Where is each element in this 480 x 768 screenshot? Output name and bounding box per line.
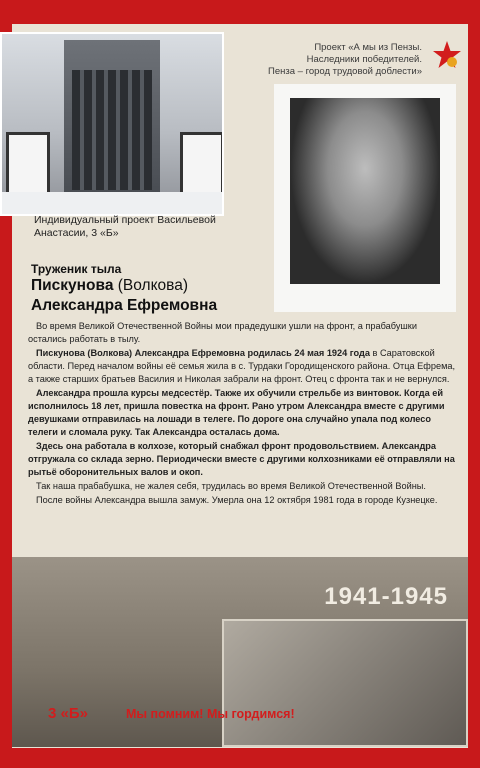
author-line-2: Анастасии, 3 «Б» [34, 227, 119, 239]
years-label: 1941-1945 [324, 583, 448, 610]
biography-text [28, 320, 456, 508]
paragraph-4: Здесь она работала в колхозе, который снабжал фронт продовольствием. Александра отгружала со склада зерно. Периодически вместе с другими колхозниками её отправляли на рытьё оборонительных валов и окоп. [28, 441, 455, 477]
paragraph-5: Так наша прабабушка, не жалея себя, трудилась во время Великой Отечественной Войны. [36, 481, 426, 491]
star-icon [432, 40, 462, 70]
project-caption [222, 42, 422, 78]
portrait-image [290, 98, 440, 284]
paragraph-6: После войны Александра вышла замуж. Умерла она 12 октября 1981 года в городе Кузнецке. [36, 495, 438, 505]
project-line-1: Проект «А мы из Пензы. [314, 42, 422, 53]
first-name: Александра Ефремовна [31, 297, 218, 314]
factory-photo [222, 619, 468, 747]
author-caption [34, 214, 216, 240]
surname: Пискунова [31, 277, 114, 294]
paragraph-2 [28, 347, 456, 386]
paragraph-2-bold: Пискунова (Волкова) Александра Ефремовна родилась 24 мая 1924 года [36, 348, 370, 358]
category-title: Труженик тыла [31, 262, 122, 276]
portrait-photo [274, 84, 456, 312]
paragraph-1: Во время Великой Отечественной Войны мои прадедушки ушли на фронт, а прабабушки остались работать в тылу. [28, 321, 417, 344]
paragraph-3: Александра прошла курсы медсестёр. Также их обучили стрельбе из винтовок. Когда ей исполнилось 18 лет, пришла повестка на фронт. Рано утром Александра вместе с другими девушками отправилась на лошади в телеге. По дороге она случайно упала под колесо телеги и сломала руку. Так Александра осталась дома. [28, 388, 445, 437]
project-line-3: Пенза – город трудовой доблести» [268, 66, 422, 77]
slogan: Мы помним! Мы гордимся! [126, 707, 295, 721]
maiden-name: (Волкова) [113, 277, 189, 294]
project-line-2: Наследники победителей. [306, 54, 422, 65]
author-line-1: Индивидуальный проект Васильевой [34, 214, 216, 226]
monument-photo [0, 32, 224, 216]
monument [64, 40, 160, 216]
paragraph-2-rest: в Саратовской области. Перед началом войны её семья жила в с. Турдаки Городищенского района. Отца Ефрема, а также старших братьев Василия и Николая забрали на фронт. Отец с фронта так и не вернулся. [28, 348, 456, 384]
class-label: 3 «Б» [48, 705, 88, 722]
person-name [31, 276, 217, 316]
snow [2, 192, 222, 214]
monument-figures [72, 70, 152, 190]
